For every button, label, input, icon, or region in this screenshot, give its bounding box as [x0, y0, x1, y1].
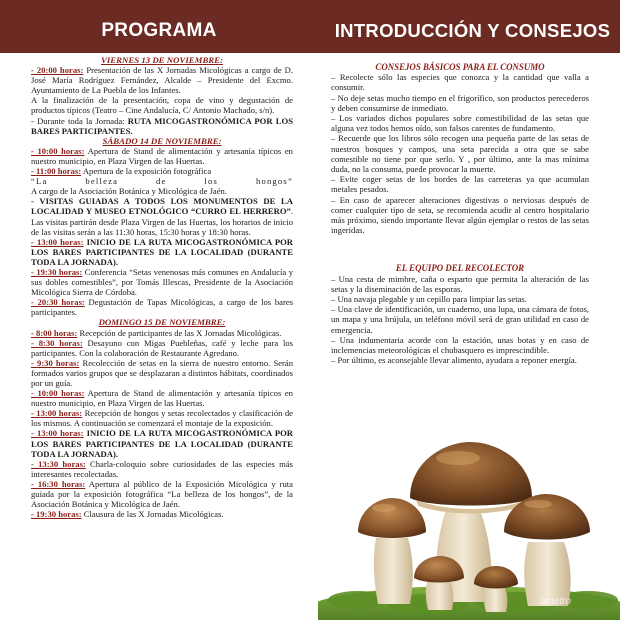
- exhibition-title: “La belleza de los hongos”: [31, 176, 293, 187]
- programa-item: - 10:00 horas: Apertura de Stand de alimentación y artesanía típicos en nuestro municipio, en Plaza Virgen de las Huertas.: [31, 388, 293, 409]
- programa-item: A la finalización de la presentación, copa de vino y degustación de productos típicos (Teatro – Cine Andalucía, C/ Antonio Machado, s/n).: [31, 95, 293, 116]
- consejo-item: – Recuerde que los libros sólo recogen una pequeña parte de las setas de nuestros bosques y campos, una seta parecida a otra que se sabe comestible no tiene por que serlo. Y , por último, ante la mas mínima duda, no la consuma, puede provocar la muerte.: [331, 133, 589, 175]
- consejo-item: – Evite coger setas de los bordes de las carreteras ya que acumulan metales pesados.: [331, 174, 589, 195]
- programa-item: - 13:00 horas: INICIO DE LA RUTA MICOGASTRONÓMICA POR LOS BARES PARTICIPANTES DE LA LOCALIDAD (DURANTE TODA LA JORNADA).: [31, 236, 293, 267]
- programa-item: - 19:30 horas: Clausura de las X Jornadas Micológicas.: [31, 509, 224, 520]
- equipo-item: – Una indumentaria acorde con la estación, unas botas y en caso de inclemencias meteorológicas el chubasquero es imprescindible.: [331, 334, 589, 356]
- equipo-item: – Una navaja plegable y un cepillo para limpiar las setas.: [331, 294, 527, 305]
- consejos-column: [331, 62, 589, 365]
- consejos-heading: CONSEJOS BÁSICOS PARA EL CONSUMO: [375, 62, 545, 72]
- programa-item: - 20:00 horas: Presentación de las X Jornadas Micológicas a cargo de D. José María Rodríguez Fernández, Alcalde – Presidente del Excmo. Ayuntamiento de La Puebla de los Infantes.: [31, 65, 293, 96]
- programa-column: [31, 55, 293, 519]
- programa-item: - Durante toda la Jornada: RUTA MICOGASTRONÓMICA POR LOS BARES PARTICIPANTES.: [31, 115, 293, 136]
- programa-item: - 19:30 horas: Conferencia “Setas venenosas más comunes en Andalucía y sus dobles comestibles”, por Tomás Illescas, Presidente de la Asociación Micológica Sierra de Córdoba.: [31, 266, 293, 298]
- mushrooms-on-moss-illustration: [318, 420, 620, 620]
- programa-item: - 11:00 horas: Apertura de la exposición fotográfica: [31, 166, 212, 177]
- consejo-item: – Recolecte sólo las especies que conozca y la cantidad que valla a consumir.: [331, 72, 589, 93]
- programa-item: A cargo de la Asociación Botánica y Micológica de Jaén.: [31, 186, 228, 197]
- day-heading-viernes: VIERNES 13 DE NOVIEMBRE:: [101, 55, 223, 65]
- consejo-item: – Los variados dichos populares sobre comestibilidad de las setas que alguna vez todos hemos oído, son falsos carentes de fundamento.: [331, 113, 589, 134]
- day-heading-sabado: SÁBADO 14 DE NOVIEMBRE:: [102, 135, 222, 146]
- programa-item: - 10:00 horas: Apertura de Stand de alimentación y artesanía típicos en nuestro municipio, en Plaza Virgen de las Huertas.: [31, 145, 293, 166]
- watermark: ametro: [540, 596, 572, 607]
- introduccion-title: INTRODUCCIÓN Y CONSEJOS: [334, 20, 611, 41]
- programa-item: - 13:00 horas: INICIO DE LA RUTA MICOGASTRONÓMICA POR LOS BARES PARTICIPANTES DE LA LOCALIDAD (DURANTE TODA LA JORNADA).: [31, 428, 293, 459]
- programa-item: - 13:00 horas: Recepción de hongos y setas recolectados y clasificación de los mismos. A continuación se comenzará el montaje de la exposición.: [31, 408, 293, 429]
- programa-item: - 20:30 horas: Degustación de Tapas Micológicas, a cargo de los bares participantes.: [31, 297, 294, 318]
- consejo-item: – No deje setas mucho tiempo en el frigorífico, son productos perecederos y deben consumirse de inmediato.: [331, 92, 589, 113]
- section-gap: [331, 235, 589, 263]
- programa-item: - 8:00 horas: Recepción de participantes de las X Jornadas Micológicas.: [31, 327, 282, 338]
- programa-item: - VISITAS GUIADAS A TODOS LOS MONUMENTOS DE LA LOCALIDAD Y MUSEO ETNOLÓGICO “CURRO EL HERRERO”. Las visitas partirán desde Plaza Virgen de las Huertas, los horarios de inicio de las visitas serán a las 11:30 horas, 15:30 horas y 18:30 horas.: [31, 196, 293, 237]
- equipo-item: – Una cesta de mimbre, caña o esparto que permita la alteración de las setas y la diseminación de las esporas.: [331, 273, 589, 294]
- equipo-heading: EL EQUIPO DEL RECOLECTOR: [395, 263, 525, 274]
- programa-item: - 16:30 horas: Apertura al público de la Exposición Micológica y ruta guiada por la exposición fotográfica “La belleza de los hongos”, de la Asociación Botánica y Micológica de Jaén.: [31, 478, 293, 510]
- programa-item: - 13:30 horas: Charla-coloquio sobre curiosidades de las especies más interesantes recolectadas.: [31, 458, 293, 479]
- equipo-item: – Por último, es aconsejable llevar alimento, ayudara a reponer energía.: [331, 355, 577, 366]
- programa-title: PROGRAMA: [101, 20, 217, 41]
- consejo-item: – En caso de aparecer alteraciones digestivas o nerviosas después de comer cualquier tipo de seta, se recomienda acudir al centro hospitalario más próximo, siendo importante llevar algún ejemplar o restos de las setas ingeridas.: [331, 194, 589, 236]
- day-heading-domingo: DOMINGO 15 DE NOVIEMBRE:: [98, 317, 226, 328]
- programa-item: - 8:30 horas: Desayuno con Migas Puebleñas, café y leche para los participantes. Con la colaboración de Restaurante Agredano.: [31, 337, 293, 358]
- programa-item: - 9:30 horas: Recolección de setas en la sierra de nuestro entorno. Serán formados varios grupos que se desplazaran a distintos hábitats, coordinados por un guía.: [31, 357, 294, 388]
- equipo-item: – Una clave de identificación, un cuaderno, una lupa, una cámara de fotos, un mapa y una brújula, un teléfono móvil será de gran utilidad en caso de emergencia.: [331, 304, 589, 335]
